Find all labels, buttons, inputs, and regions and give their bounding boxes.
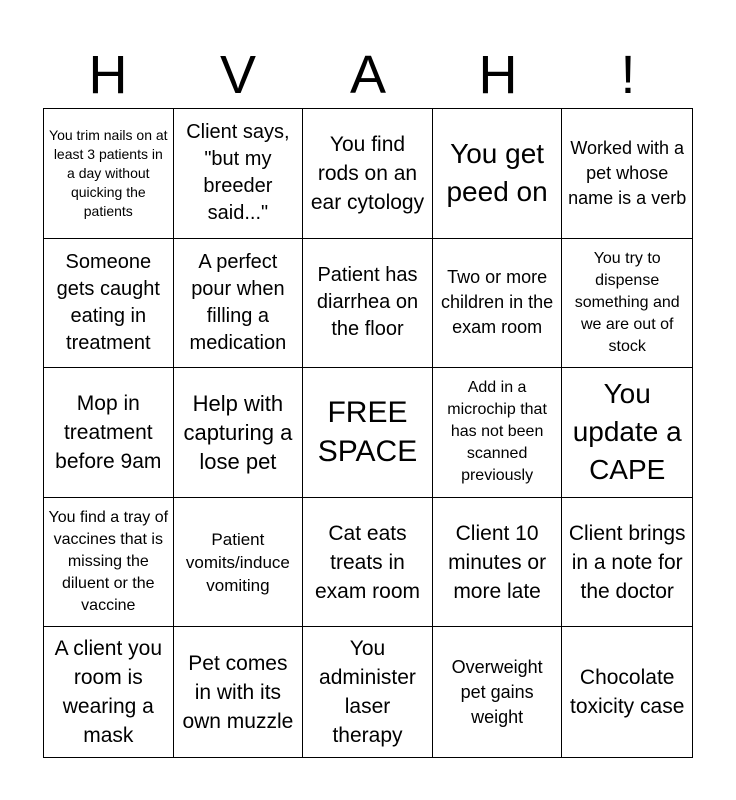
bingo-cell[interactable] [433,368,563,498]
bingo-cell[interactable] [174,109,304,239]
bingo-board [43,108,693,758]
bingo-cell[interactable] [303,498,433,628]
cell-text: You administer laser therapy [319,637,416,748]
cell-text: A client you room is wearing a mask [54,637,162,748]
bingo-cell[interactable] [44,368,174,498]
cell-text: You get peed on [446,138,548,208]
free-space[interactable] [303,368,433,498]
bingo-cell[interactable] [562,368,692,498]
cell-text: Client 10 minutes or more late [448,521,547,603]
bingo-cell[interactable] [303,109,433,239]
cell-text: Patient has diarrhea on the floor [316,264,419,341]
title-letter-3: A [349,45,387,105]
bingo-cell[interactable] [562,627,692,757]
bingo-cell[interactable] [433,627,563,757]
cell-text: Add in a microchip that has not been scanned previously [447,379,547,485]
bingo-cell[interactable] [433,498,563,628]
bingo-cell[interactable] [433,239,563,369]
cell-text: You update a CAPE [572,378,682,486]
cell-text: Client brings in a note for the doctor [568,521,686,603]
cell-text: Client says, "but my breeder said..." [186,121,290,225]
cell-text: Chocolate toxicity case [570,666,685,719]
cell-text: A perfect pour when filling a medication [189,250,287,354]
bingo-cell[interactable] [433,109,563,239]
bingo-cell[interactable] [44,498,174,628]
bingo-cell[interactable] [44,109,174,239]
cell-text: You try to dispense something and we are out of stock [574,249,680,355]
bingo-title [43,44,693,106]
bingo-cell[interactable] [174,239,304,369]
bingo-cell[interactable] [562,109,692,239]
cell-text: Mop in treatment before 9am [55,391,162,473]
bingo-cell[interactable] [562,239,692,369]
cell-text: Help with capturing a lose pet [183,390,293,474]
cell-text: You find a tray of vaccines that is missing the diluent or the vaccine [48,509,169,615]
cell-text: Cat eats treats in exam room [314,521,420,603]
cell-text: Worked with a pet whose name is a verb [568,137,687,208]
bingo-cell[interactable] [174,498,304,628]
cell-text: You trim nails on at least 3 patients in a day without quicking the patients [49,126,168,219]
title-letter-4: H [478,45,518,105]
bingo-cell[interactable] [44,239,174,369]
cell-text: Two or more children in the exam room [441,267,554,338]
title-letter-2: V [219,45,257,105]
bingo-cell[interactable] [174,627,304,757]
title-letter-5: ! [620,45,636,105]
cell-text: Pet comes in with its own muzzle [182,651,294,733]
bingo-cell[interactable] [303,627,433,757]
cell-text: FREE SPACE [317,396,418,469]
cell-text: Overweight pet gains weight [451,656,543,727]
bingo-cell[interactable] [303,239,433,369]
cell-text: Someone gets caught eating in treatment [56,250,160,354]
title-letter-1: H [88,45,128,105]
bingo-cell[interactable] [174,368,304,498]
cell-text: You find rods on an ear cytology [310,132,425,214]
bingo-cell[interactable] [562,498,692,628]
bingo-cell[interactable] [44,627,174,757]
cell-text: Patient vomits/induce vomiting [185,529,290,595]
